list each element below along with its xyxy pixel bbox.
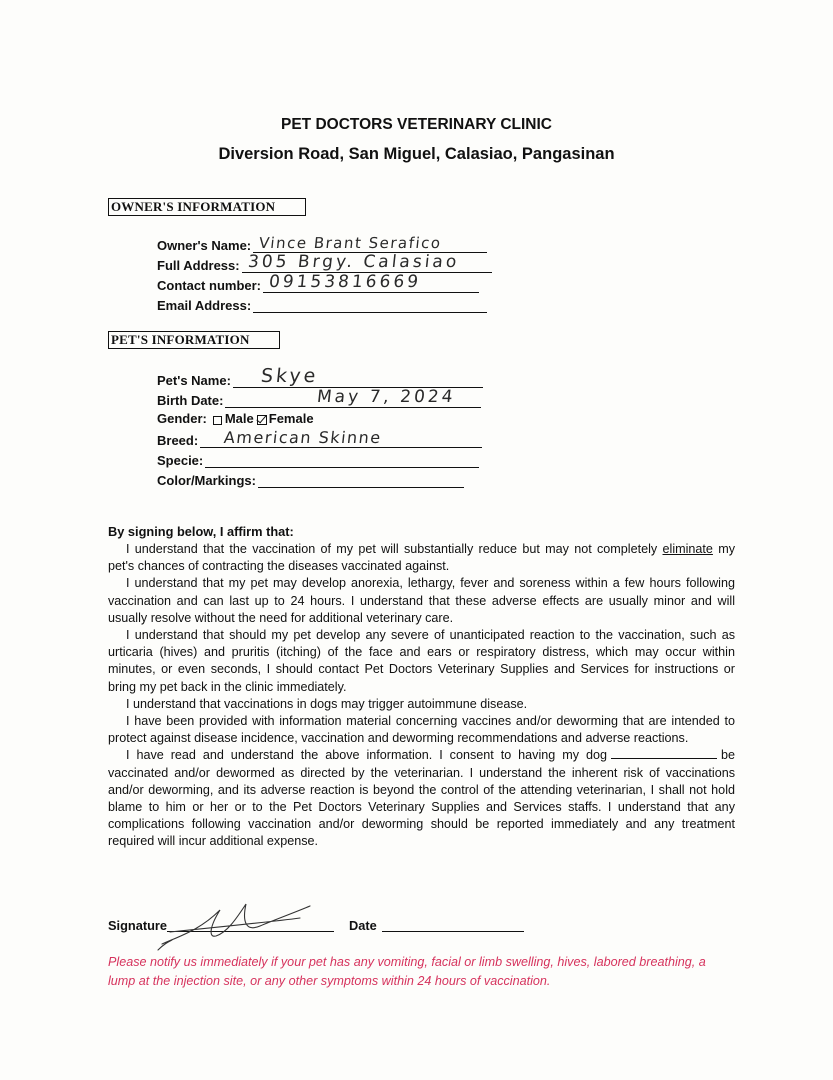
breed-line[interactable] <box>200 428 482 448</box>
specie-label: Specie: <box>157 453 204 468</box>
dog-name-blank[interactable] <box>611 747 717 759</box>
contact-value: 09153816669 <box>267 272 423 292</box>
p6-text-b: be vaccinated and/or dewormed as directed by the veterinarian. I understand the inherent risk of vaccinations and/or deworming, and its adverse reaction is beyond the control of the attending veterinarian, I shall not hold blame to him or her or to the Pet Doctors Veterinary Supplies and Services staffs. I understand that any complications following vaccination and/or deworming should be reported immediately and any treatment required will incur additional expense. <box>108 748 735 849</box>
owner-section-heading: OWNER'S INFORMATION <box>108 198 306 216</box>
pet-name-label: Pet's Name: <box>157 373 231 388</box>
male-checkbox[interactable] <box>213 416 222 425</box>
color-markings-field <box>157 471 464 488</box>
color-markings-line[interactable] <box>258 471 464 488</box>
address-field <box>157 252 492 273</box>
p6-text-a: I have read and understand the above information. I consent to having my dog <box>126 748 607 763</box>
birth-date-field <box>157 387 481 408</box>
female-checkbox-checked[interactable] <box>257 415 267 425</box>
p1-text-b: my pet's chances of contracting the diseases vaccinated against. <box>108 542 736 574</box>
owner-name-value: Vince Brant Serafico <box>258 234 443 252</box>
consent-paragraph-1 <box>108 541 735 575</box>
birth-date-value: May 7, 2024 <box>316 387 457 407</box>
handwritten-signature <box>150 892 330 952</box>
signature-label: Signature <box>108 918 168 933</box>
owner-name-field <box>157 236 487 253</box>
owner-name-label: Owner's Name: <box>157 238 252 253</box>
female-label: Female <box>268 411 314 426</box>
pet-section-heading: PET'S INFORMATION <box>108 331 280 349</box>
birth-date-label: Birth Date: <box>157 393 224 408</box>
p1-underlined-word: eliminate <box>662 542 713 556</box>
breed-label: Breed: <box>157 433 199 448</box>
owner-name-line[interactable] <box>253 236 487 253</box>
address-value: 305 Brgy. Calasiao <box>246 252 460 272</box>
email-label: Email Address: <box>157 298 252 313</box>
address-line[interactable] <box>242 252 492 273</box>
pet-name-value: Skye <box>259 365 320 387</box>
breed-field <box>157 428 482 448</box>
birth-date-line[interactable] <box>225 387 481 408</box>
pet-name-field <box>157 365 483 388</box>
gender-label: Gender: <box>157 411 207 426</box>
consent-paragraph-3: I understand that should my pet develop any severe of unanticipated reaction to the vaccination, such as urticaria (hives) and pruritis (itching) of the face and ears or respiratory distress, which may occur within minutes, or even seconds, I should contact Pet Doctors Veterinary Supplies and Services for instructions or bring my pet back in the clinic immediately. <box>108 628 735 694</box>
consent-heading: By signing below, I affirm that: <box>108 524 294 539</box>
post-vaccination-notice: Please notify us immediately if your pet has any vomiting, facial or limb swelling, hives, labored breathing, a lump at the injection site, or any other symptoms within 24 hours of vaccination. <box>108 955 706 988</box>
consent-paragraph-6 <box>108 747 735 850</box>
email-field <box>157 296 487 313</box>
contact-field <box>157 272 479 293</box>
address-label: Full Address: <box>157 258 240 273</box>
male-label: Male <box>224 411 254 426</box>
color-markings-label: Color/Markings: <box>157 473 256 488</box>
breed-value: American Skinne <box>223 428 383 447</box>
consent-paragraph-4: I understand that vaccinations in dogs may trigger autoimmune disease. <box>126 696 528 711</box>
pet-name-line[interactable] <box>233 365 483 388</box>
contact-label: Contact number: <box>157 278 261 293</box>
date-label: Date <box>349 918 377 933</box>
specie-line[interactable] <box>205 451 479 468</box>
specie-field <box>157 451 479 468</box>
consent-paragraph-2: I understand that my pet may develop anorexia, lethargy, fever and soreness within a few hours following vaccination and can last up to 24 hours. I understand that these adverse effects are usually minor and will usually resolve without the need for additional veterinary care. <box>108 576 735 625</box>
p1-text-a: I understand that the vaccination of my pet will substantially reduce but may not completely <box>126 542 658 556</box>
consent-body <box>108 541 735 851</box>
clinic-address: Diversion Road, San Miguel, Calasiao, Pangasinan <box>218 145 615 163</box>
contact-line[interactable] <box>263 272 479 293</box>
gender-field <box>157 411 314 426</box>
date-line[interactable] <box>382 931 524 932</box>
email-line[interactable] <box>253 296 487 313</box>
clinic-name: PET DOCTORS VETERINARY CLINIC <box>281 116 552 133</box>
consent-paragraph-5: I have been provided with information material concerning vaccines and/or deworming that are intended to protect against disease incidence, vaccination and deworming recommendations and adverse reactions. <box>108 714 735 746</box>
